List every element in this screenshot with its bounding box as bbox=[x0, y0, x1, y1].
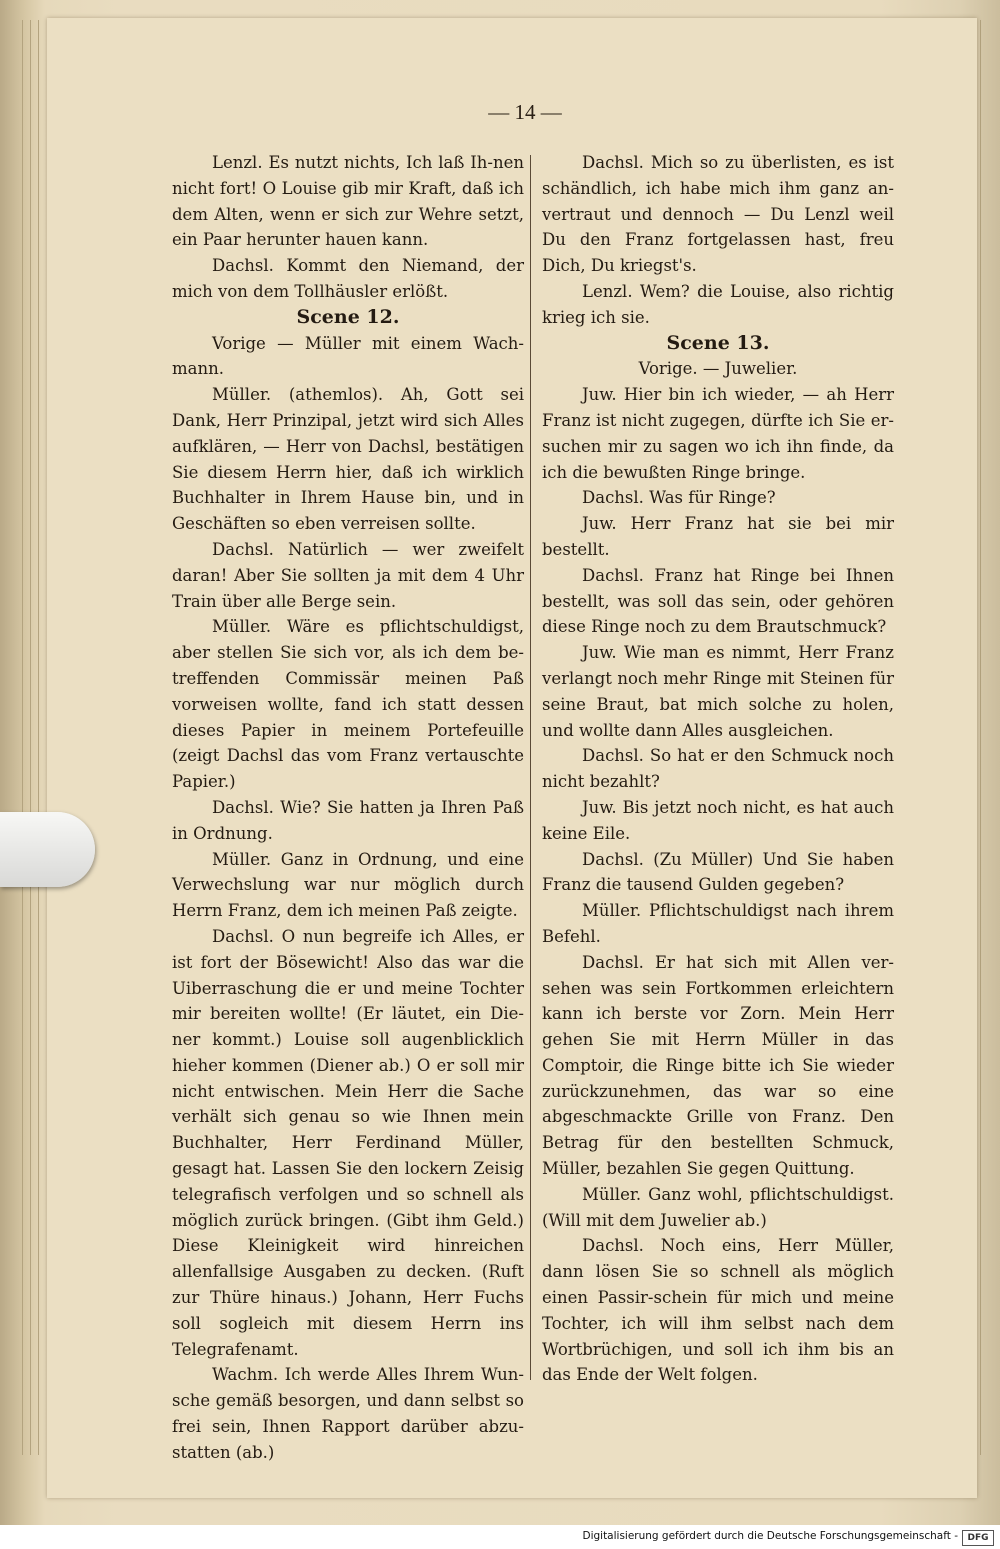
left-column bbox=[172, 150, 524, 1466]
stage-direction: Vorige. — Juwelier. bbox=[638, 359, 798, 379]
paragraph: Dachsl. Was für Ringe? bbox=[582, 488, 776, 508]
paragraph: Dachsl. Er hat sich mit Allen ver-sehen was sein Fortkommen erleichtern kann ich berste vor Zorn. Mein Herr gehen Sie mit Herrn Müller in das Comptoir, die Ringe bitte ich Sie wieder zurückzunehmen, das war so eine abgeschmackte Grille von Franz. Den Betrag für den bestellten Schmuck, Müller, bezahlen Sie gegen Quittung. bbox=[542, 952, 894, 1179]
paragraph: Dachsl. O nun begreife ich Alles, er ist fort der Bösewicht! Also das war die Uiberraschung die er und meine Tochter mir bereiten wollte! (Er läutet, ein Die-ner kommt.) Louise soll augenblicklich hieher kommen (Diener ab.) O er soll mir nicht entwischen. Mein Herr die Sache verhält sich genau so wie Ihnen mein Buchhalter, Herr Ferdinand Müller, gesagt hat. Lassen Sie den lockern Zeisig telegrafisch verfolgen und so schnell als möglich zurück bringen. (Gibt ihm Geld.) Diese Kleinigkeit wird hinreichen allenfallsige Ausgaben zu decken. (Ruft zur Thüre hinaus.) Johann, Herr Fuchs soll sogleich mit diesem Herrn ins Telegrafenamt. bbox=[172, 926, 524, 1359]
stage-direction: Vorige — Müller mit einem Wach-mann. bbox=[172, 333, 524, 379]
page-edge bbox=[22, 20, 23, 1455]
paragraph: Juw. Herr Franz hat sie bei mir bestellt. bbox=[542, 514, 894, 559]
bookmark-tab bbox=[0, 812, 95, 887]
paragraph: Müller. Ganz wohl, pflichtschuldigst. (Will mit dem Juwelier ab.) bbox=[542, 1184, 894, 1230]
scene-heading: Scene 13. bbox=[666, 331, 770, 354]
column-divider bbox=[530, 155, 531, 1380]
paragraph: Müller. Wäre es pflichtschuldigst, aber stellen Sie sich vor, als ich dem be-treffenden Commissär meinen Paß vorweisen wollte, fand ich statt dessen dieses Papier in meinem Portefeuille (zeigt Dachsl das vom Franz vertauschte Papier.) bbox=[172, 617, 524, 792]
paragraph: Juw. Bis jetzt noch nicht, es hat auch keine Eile. bbox=[542, 797, 894, 843]
paragraph: Müller. Pflichtschuldigst nach ihrem Befehl. bbox=[542, 901, 894, 946]
page-edge bbox=[980, 20, 981, 1455]
paragraph: Dachsl. Kommt den Niemand, der mich von dem Tollhäusler erlößt. bbox=[172, 256, 524, 301]
paragraph: Lenzl. Es nutzt nichts, Ich laß Ih-nen nicht fort! O Louise gib mir Kraft, daß ich dem Alten, wenn er sich zur Wehre setzt, ein Paar herunter hauen kann. bbox=[172, 153, 524, 250]
page-edge bbox=[38, 20, 39, 1455]
paragraph: Lenzl. Wem? die Louise, also richtig krieg ich sie. bbox=[542, 281, 894, 327]
paragraph: Dachsl. Noch eins, Herr Müller, dann lösen Sie so schnell als möglich einen Passir-schein für mich und meine Tochter, ich will ihm selbst nach dem Wortbrüchigen, und soll ich ihm bis an das Ende der Welt folgen. bbox=[542, 1236, 894, 1385]
paragraph: Dachsl. Franz hat Ringe bei Ihnen bestellt, was soll das sein, oder gehören diese Ringe noch zu dem Brautschmuck? bbox=[542, 565, 894, 637]
paragraph: Dachsl. Mich so zu überlisten, es ist schändlich, ich habe mich ihm ganz an-vertraut und dennoch — Du Lenzl weil Du den Franz fortgelassen hast, freu Dich, Du kriegst's. bbox=[542, 153, 894, 276]
paragraph: Dachsl. Natürlich — wer zweifelt daran! Aber Sie sollten ja mit dem 4 Uhr Train über alle Berge sein. bbox=[172, 539, 524, 611]
page-edge bbox=[30, 20, 31, 1455]
paragraph: Dachsl. (Zu Müller) Und Sie haben Franz die tausend Gulden gegeben? bbox=[542, 849, 894, 895]
paragraph: Juw. Hier bin ich wieder, — ah Herr Franz ist nicht zugegen, dürfte ich Sie er-suchen mir zu sagen wo ich ihn finde, da ich die bewußten Ringe bringe. bbox=[542, 385, 894, 482]
funding-notice: Digitalisierung gefördert durch die Deutsche Forschungsgemeinschaft - bbox=[582, 1530, 958, 1542]
paragraph: Juw. Wie man es nimmt, Herr Franz verlangt noch mehr Ringe mit Steinen für seine Braut, bat mich solche zu holen, und wollte dann Alles ausgleichen. bbox=[542, 643, 894, 740]
dfg-logo: DFG bbox=[962, 1530, 994, 1546]
paragraph: Müller. (athemlos). Ah, Gott sei Dank, Herr Prinzipal, jetzt wird sich Alles aufklären, — Herr von Dachsl, bestätigen Sie diesem Herrn hier, daß ich wirklich Buchhalter in Ihrem Hause bin, und in Geschäften so eben verreisen sollte. bbox=[172, 385, 524, 534]
scene-heading: Scene 12. bbox=[296, 305, 400, 328]
right-column bbox=[542, 150, 894, 1388]
footer-bar bbox=[0, 1525, 1000, 1549]
paragraph: Dachsl. Wie? Sie hatten ja Ihren Paß in Ordnung. bbox=[172, 797, 524, 843]
paragraph: Wachm. Ich werde Alles Ihrem Wun-sche gemäß besorgen, und dann selbst so frei sein, Ihnen Rapport darüber abzu-statten (ab.) bbox=[172, 1365, 524, 1462]
page-number: — 14 — bbox=[488, 100, 562, 124]
paragraph: Müller. Ganz in Ordnung, und eine Verwechslung war nur möglich durch Herrn Franz, dem ich meinen Paß zeigte. bbox=[172, 849, 524, 921]
paragraph: Dachsl. So hat er den Schmuck noch nicht bezahlt? bbox=[542, 746, 894, 792]
